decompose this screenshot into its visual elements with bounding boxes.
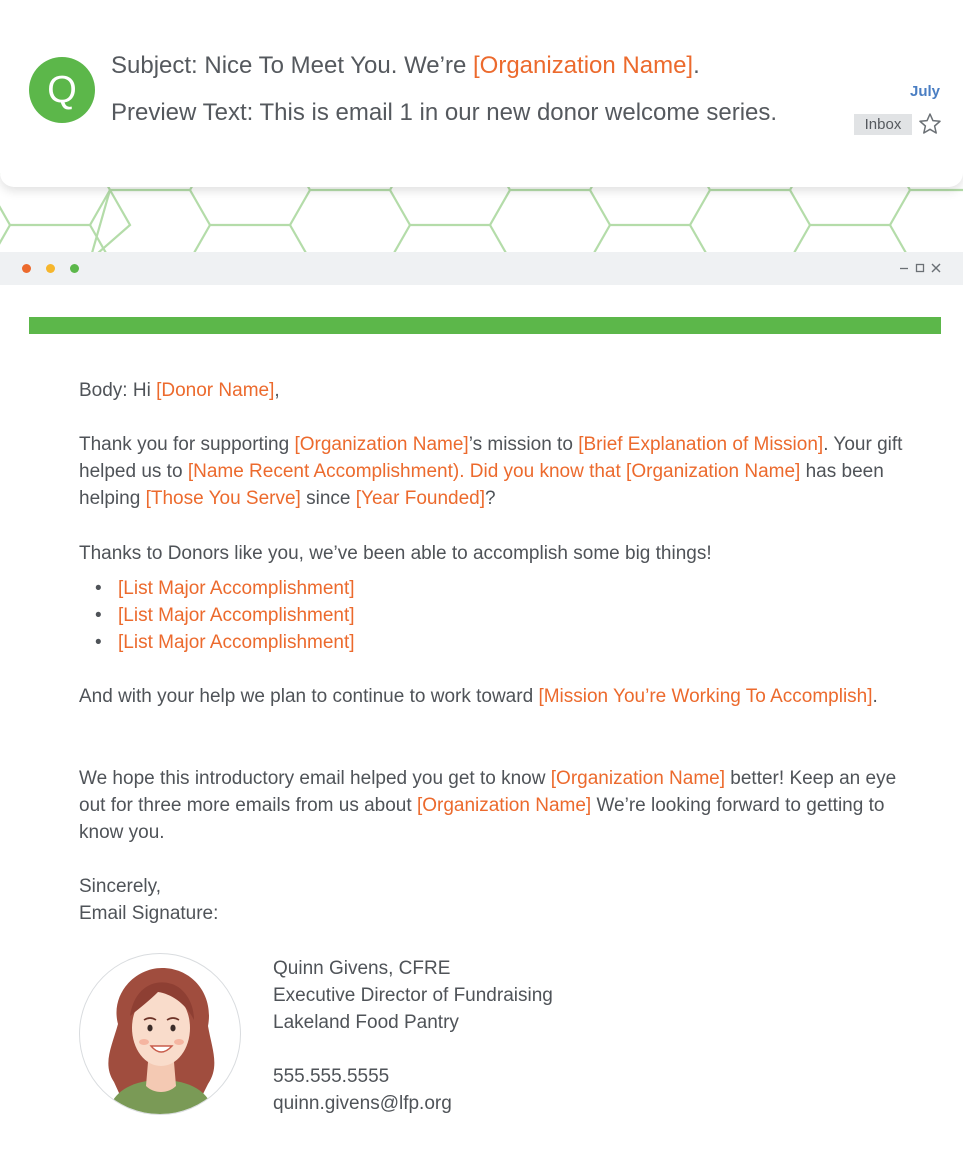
preview-label: Preview Text: <box>111 99 254 126</box>
thanks-text-2: ’s mission to <box>468 434 579 455</box>
signature-organization: Lakeland Food Pantry <box>273 1012 459 1033</box>
subject-label: Subject: <box>111 52 198 79</box>
thanks-paragraph <box>79 431 909 512</box>
signature-label: Email Signature: <box>79 903 219 924</box>
year-founded-placeholder: [Year Founded] <box>355 488 485 509</box>
email-date: July <box>909 83 940 100</box>
inbox-folder-badge[interactable]: Inbox <box>854 114 912 135</box>
woman-portrait-illustration <box>80 954 241 1115</box>
list-item: • [List Major Accomplishment] <box>79 602 355 629</box>
thanks-text-3: . Your gift helped us to <box>79 434 903 482</box>
signature-name: Quinn Givens, CFRE <box>273 958 451 979</box>
plan-paragraph <box>79 683 909 710</box>
hope-text-3: We’re looking forward to getting to know you. <box>79 795 885 843</box>
hope-text-1: We hope this introductory email helped you get to know <box>79 768 551 789</box>
signature-title: Executive Director of Fundraising <box>273 985 553 1006</box>
donors-paragraph: Thanks to Donors like you, we’ve been able to accomplish some big things! <box>79 543 712 564</box>
greeting-paragraph <box>79 377 909 404</box>
close-icon[interactable] <box>929 261 943 275</box>
closing-text: Sincerely, <box>79 876 162 897</box>
closing-block <box>79 873 909 927</box>
email-preview-text <box>111 99 777 127</box>
subject-org-placeholder: [Organization Name] <box>473 52 694 79</box>
email-accent-bar <box>29 317 941 334</box>
greeting-comma: , <box>274 380 280 401</box>
donor-name-placeholder: [Donor Name] <box>156 380 275 401</box>
preview-body: This is email 1 in our new donor welcome series. <box>259 99 778 126</box>
org-name-placeholder: [Organization Name] <box>294 434 469 455</box>
email-subject <box>111 52 700 80</box>
signature-email[interactable]: quinn.givens@lfp.org <box>273 1093 452 1114</box>
mission-goal-placeholder: [Mission You’re Working To Accomplish] <box>538 686 873 707</box>
maximize-icon[interactable] <box>913 261 927 275</box>
window-title-bar <box>0 252 963 285</box>
hope-paragraph <box>79 765 909 846</box>
list-item: • [List Major Accomplishment] <box>79 575 355 602</box>
org-name-placeholder: [Organization Name] <box>416 795 592 816</box>
email-header-card[interactable] <box>0 0 963 187</box>
plan-text-2: . <box>872 686 878 707</box>
star-icon[interactable] <box>918 112 942 136</box>
accomplishment-placeholder: [Name Recent Accomplishment). Did you know that [Organization Name] <box>187 461 801 482</box>
plan-text-1: And with your help we plan to continue to work toward <box>79 686 539 707</box>
window-minimize-dot[interactable] <box>46 264 55 273</box>
thanks-text-4: has been helping <box>79 461 884 509</box>
list-item: • [List Major Accomplishment] <box>79 629 355 656</box>
greeting-text: Body: Hi <box>79 380 157 401</box>
window-close-dot[interactable] <box>22 264 31 273</box>
mission-placeholder: [Brief Explanation of Mission] <box>578 434 824 455</box>
window-zoom-dot[interactable] <box>70 264 79 273</box>
hope-text-2: better! Keep an eye out for three more emails from us about <box>79 768 897 816</box>
accomplishment-list <box>79 575 355 656</box>
thanks-text-1: Thank you for supporting <box>79 434 295 455</box>
signature-block <box>273 955 553 1117</box>
minimize-icon[interactable] <box>897 261 911 275</box>
thanks-text-5: since <box>300 488 356 509</box>
subject-text: Nice To Meet You. We’re <box>204 52 467 79</box>
thanks-text-6: ? <box>485 488 496 509</box>
those-you-serve-placeholder: [Those You Serve] <box>145 488 301 509</box>
signature-portrait <box>79 953 241 1115</box>
subject-end: . <box>693 52 700 79</box>
signature-phone: 555.555.5555 <box>273 1066 390 1087</box>
org-name-placeholder: [Organization Name] <box>550 768 726 789</box>
sender-avatar: Q <box>29 57 95 123</box>
